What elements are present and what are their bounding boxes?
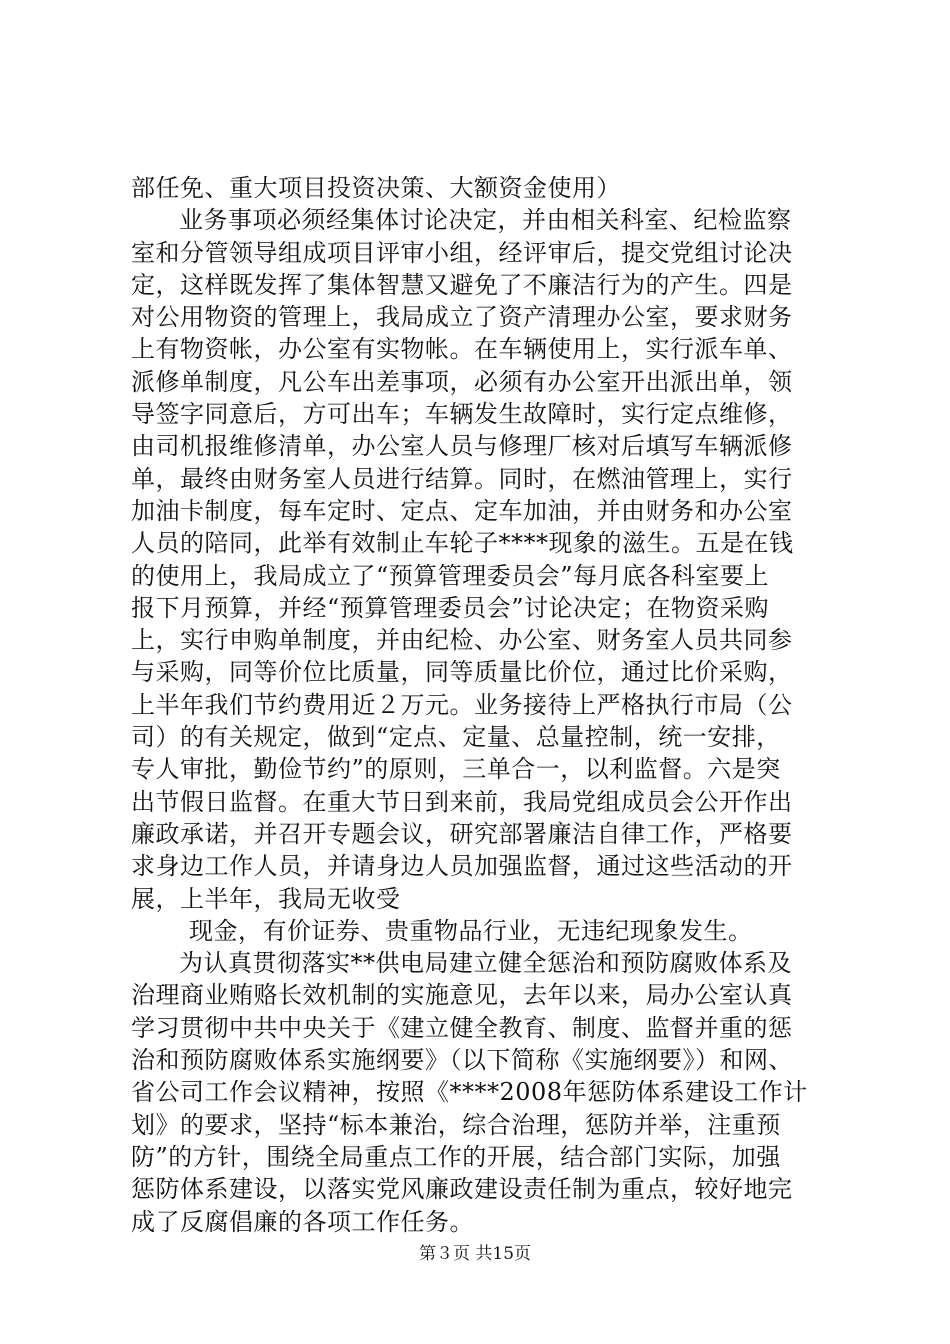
- text-line: 成了反腐倡廉的各项工作任务。: [131, 1207, 474, 1236]
- text-line: 求身边工作人员，并请身边人员加强监督，通过这些活动的开: [131, 852, 793, 881]
- text-line: 的使用上，我局成立了“预算管理委员会”每月底各科室要上: [131, 561, 770, 590]
- text-line: 出节假日监督。在重大节日到来前，我局党组成员会公开作出: [131, 787, 793, 816]
- text-line: 对公用物资的管理上，我局成立了资产清理办公室，要求财务: [131, 303, 793, 332]
- text-line: 上有物资帐，办公室有实物帐。在车辆使用上，实行派车单、: [131, 335, 793, 364]
- page-number-footer: 第３页 共15页: [418, 1244, 532, 1264]
- text-line: 省公司工作会议精神，按照《****2008年惩防体系建设工作计: [131, 1078, 808, 1107]
- text-line: 部任免、重大项目投资决策、大额资金使用）: [131, 174, 621, 202]
- text-line: 为认真贯彻落实**供电局建立健全惩治和预防腐败体系及: [179, 949, 792, 978]
- text-line: 加油卡制度，每车定时、定点、定车加油，并由财务和办公室: [131, 496, 793, 525]
- text-line: 防”的方针，围绕全局重点工作的开展，结合部门实际，加强: [131, 1142, 781, 1171]
- text-line: 展，上半年，我局无收受: [131, 884, 401, 913]
- body-text: [131, 172, 831, 1238]
- text-line: 治理商业贿赂长效机制的实施意见，去年以来，局办公室认真: [131, 981, 793, 1010]
- text-line: 单，最终由财务室人员进行结算。同时，在燃油管理上，实行: [131, 464, 793, 493]
- text-line: 室和分管领导组成项目评审小组，经评审后，提交党组讨论决: [131, 238, 793, 267]
- text-line: 司）的有关规定，做到“定点、定量、总量控制，统一安排，: [131, 723, 781, 752]
- text-line: 定，这样既发挥了集体智慧又避免了不廉洁行为的产生。四是: [131, 270, 793, 299]
- text-line: 专人审批，勤俭节约”的原则，三单合一，以利监督。六是突: [131, 755, 781, 784]
- text-line: 人员的陪同，此举有效制止车轮子****现象的滋生。五是在钱: [131, 529, 794, 558]
- text-line: 导签字同意后，方可出车；车辆发生故障时，实行定点维修，: [131, 400, 793, 429]
- text-line: 上，实行申购单制度，并由纪检、办公室、财务室人员共同参: [131, 626, 793, 655]
- text-line: 报下月预算，并经“预算管理委员会”讨论决定；在物资采购: [131, 593, 770, 622]
- text-line: 上半年我们节约费用近２万元。业务接待上严格执行市局（公: [131, 690, 793, 719]
- text-line: 廉政承诺，并召开专题会议，研究部署廉洁自律工作，严格要: [131, 819, 793, 848]
- text-line: 与采购，同等价位比质量，同等质量比价位，通过比价采购，: [131, 658, 793, 687]
- text-line: 学习贯彻中共中央关于《建立健全教育、制度、监督并重的惩: [131, 1013, 793, 1042]
- text-line: 由司机报维修清单，办公室人员与修理厂核对后填写车辆派修: [131, 432, 793, 461]
- text-line: 现金，有价证券、贵重物品行业，无违纪现象发生。: [189, 916, 753, 945]
- text-line: 业务事项必须经集体讨论决定，并由相关科室、纪检监察: [179, 206, 792, 235]
- text-line: 惩防体系建设，以落实党风廉政建设责任制为重点，较好地完: [131, 1175, 793, 1204]
- text-line: 治和预防腐败体系实施纲要》（以下简称《实施纲要》）和网、: [131, 1046, 793, 1075]
- text-line: 派修单制度，凡公车出差事项，必须有办公室开出派出单，领: [131, 367, 793, 396]
- text-line: 划》的要求，坚持“标本兼治，综合治理，惩防并举，注重预: [131, 1110, 781, 1139]
